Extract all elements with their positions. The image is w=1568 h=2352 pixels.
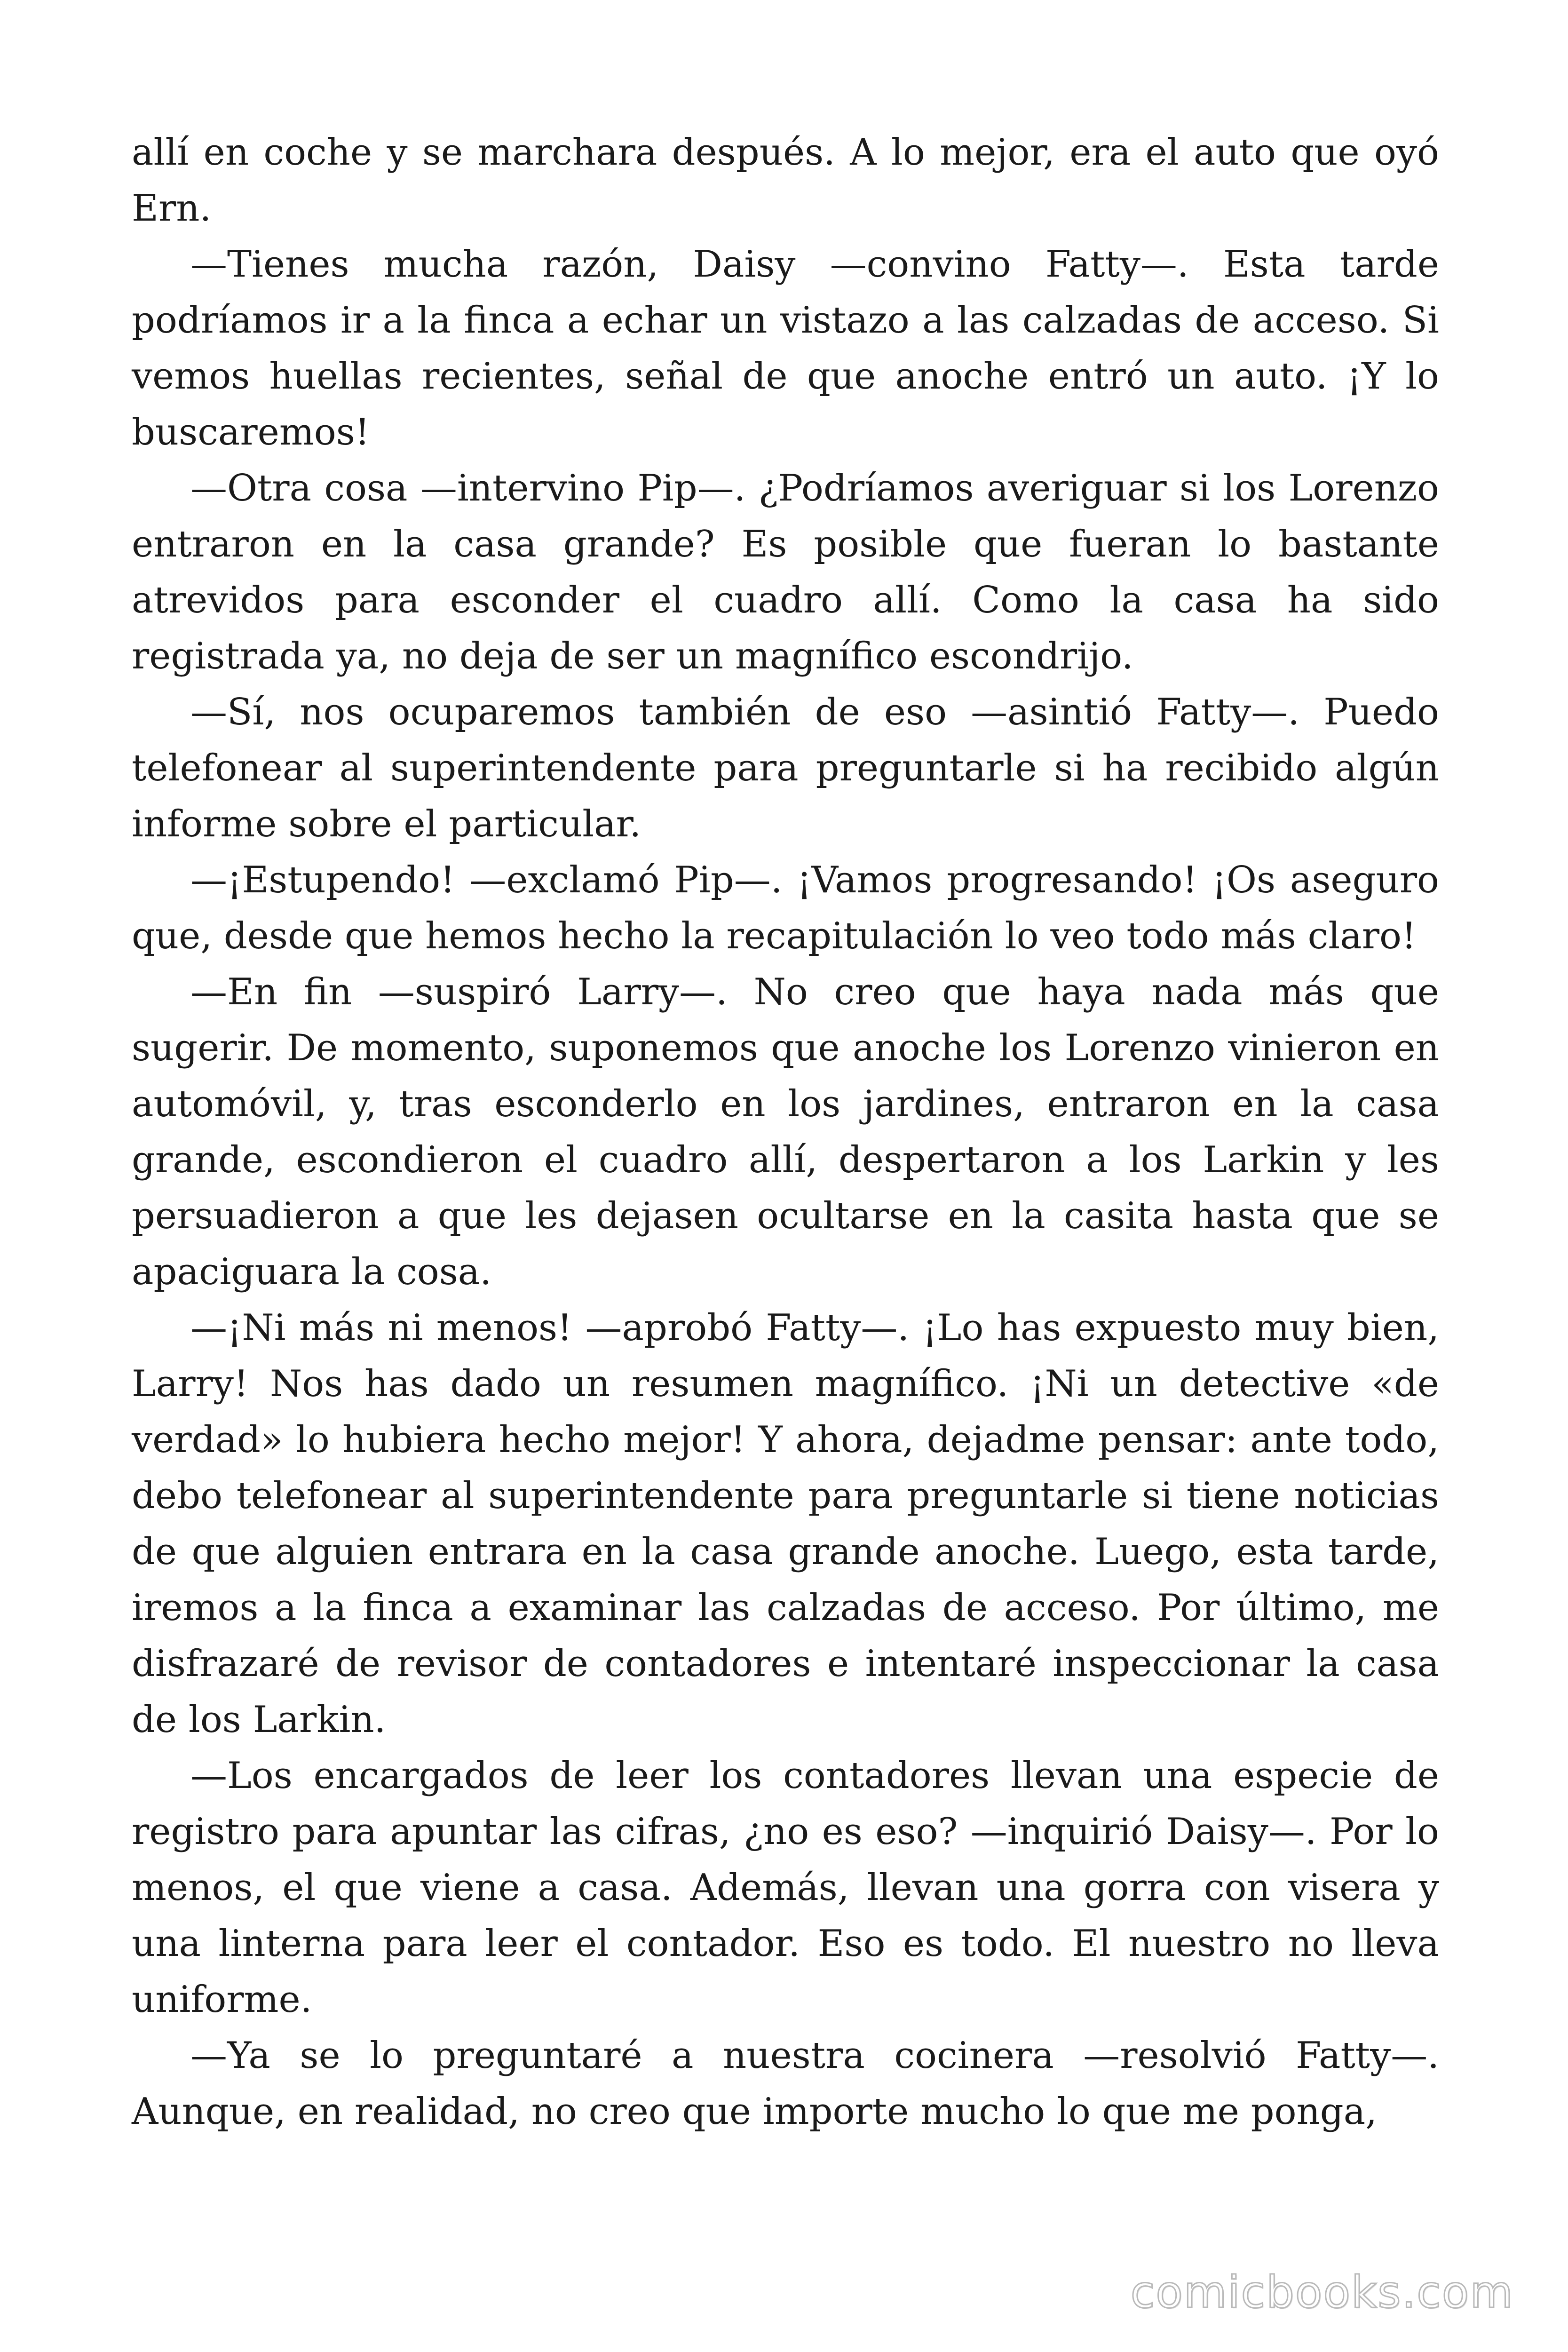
paragraph: —Tienes mucha razón, Daisy —convino Fatty—. Esta tarde podríamos ir a la finca a echar un vistazo a las calzadas de acceso. Si vemos huellas recientes, señal de que anoche entró un auto. ¡Y lo buscaremos! (132, 243, 1439, 453)
paragraph: —¡Ni más ni menos! —aprobó Fatty—. ¡Lo has expuesto muy bien, Larry! Nos has dado un resumen magnífico. ¡Ni un detective «de verdad» lo hubiera hecho mejor! Y ahora, dejadme pensar: ante todo, debo telefonear al superintendente para preguntarle si tiene noticias de que alguien entrara en la casa grande anoche. Luego, esta tarde, iremos a la finca a examinar las calzadas de acceso. Por último, me disfrazaré de revisor de contadores e intentaré inspeccionar la casa de los Larkin. (132, 1307, 1439, 1741)
paragraph: —¡Estupendo! —exclamó Pip—. ¡Vamos progresando! ¡Os aseguro que, desde que hemos hecho la recapitulación lo veo todo más claro! (132, 859, 1439, 957)
paragraph: —Ya se lo preguntaré a nuestra cocinera —resolvió Fatty—. Aunque, en realidad, no creo que importe mucho lo que me ponga, (132, 2034, 1439, 2133)
paragraph: —Sí, nos ocuparemos también de eso —asintió Fatty—. Puedo telefonear al superintendente para preguntarle si ha recibido algún informe sobre el particular. (132, 691, 1439, 845)
paragraph: —Otra cosa —intervino Pip—. ¿Podríamos averiguar si los Lorenzo entraron en la casa grande? Es posible que fueran lo bastante atrevidos para esconder el cuadro allí. Como la casa ha sido registrada ya, no deja de ser un magnífico escondrijo. (132, 467, 1439, 677)
book-page-text (132, 125, 1439, 2140)
paragraph: —Los encargados de leer los contadores llevan una especie de registro para apuntar las cifras, ¿no es eso? —inquirió Daisy—. Por lo menos, el que viene a casa. Además, llevan una gorra con visera y una linterna para leer el contador. Eso es todo. El nuestro no lleva uniforme. (132, 1755, 1439, 2021)
watermark: comicbooks.com (1130, 2267, 1514, 2318)
paragraph: allí en coche y se marchara después. A lo mejor, era el auto que oyó Ern. (132, 131, 1439, 230)
paragraph: —En fin —suspiró Larry—. No creo que haya nada más que sugerir. De momento, suponemos que anoche los Lorenzo vinieron en automóvil, y, tras esconderlo en los jardines, entraron en la casa grande, escondieron el cuadro allí, despertaron a los Larkin y les persuadieron a que les dejasen ocultarse en la casita hasta que se apaciguara la cosa. (132, 971, 1439, 1293)
